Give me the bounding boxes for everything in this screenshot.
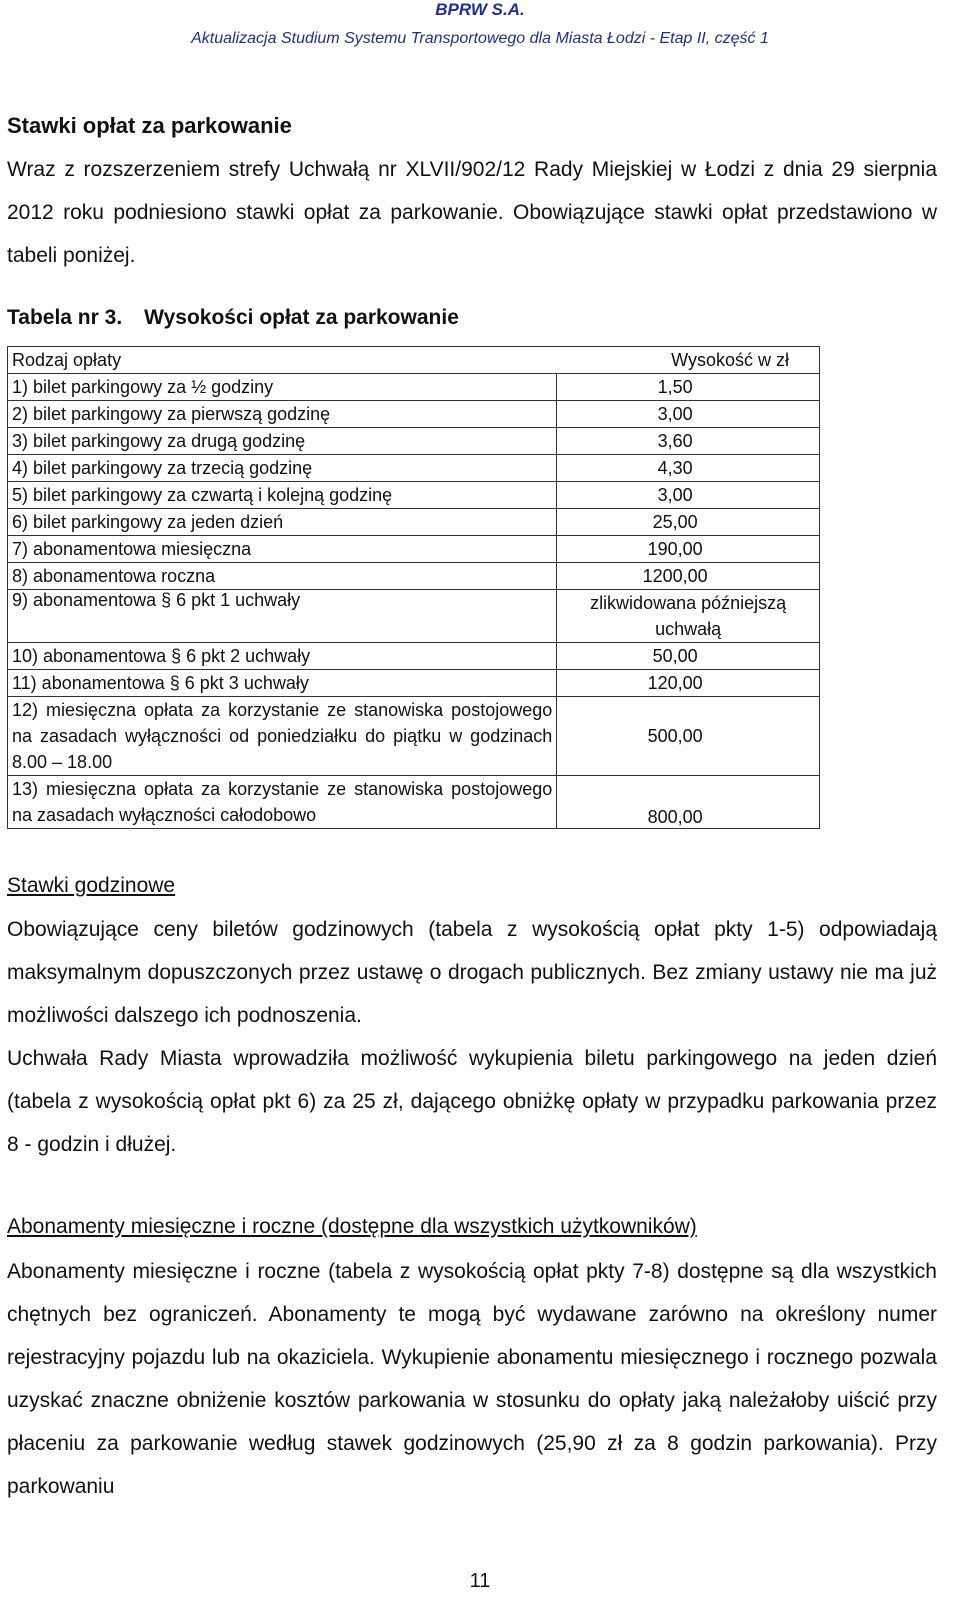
fee-name: 10) abonamentowa § 6 pkt 2 uchwały (8, 643, 557, 670)
fee-value: 4,30 (557, 455, 820, 482)
fee-name: 7) abonamentowa miesięczna (8, 536, 557, 563)
fee-value: 50,00 (557, 643, 820, 670)
table-row (8, 563, 820, 590)
table-row (8, 509, 820, 536)
hourly-rates-text (7, 908, 937, 1166)
intro-paragraph: Wraz z rozszerzeniem strefy Uchwałą nr XLVII/902/12 Rady Miejskiej w Łodzi z dnia 29 sierpnia 2012 roku podniesiono stawki opłat za parkowanie. Obowiązujące stawki opłat przedstawiono w tabeli poniżej. (7, 158, 937, 267)
fee-value: 190,00 (557, 536, 820, 563)
table-row (8, 536, 820, 563)
table-row (8, 643, 820, 670)
hourly-paragraph-1: Obowiązujące ceny biletów godzinowych (tabela z wysokością opłat pkty 1-5) odpowiadają maksymalnym dopuszczonych przez ustawę o drogach publicznych. Bez zmiany ustawy nie ma już możliwości dalszego ich podnoszenia. (7, 918, 937, 1027)
table-caption-label: Tabela nr 3. (7, 306, 123, 329)
table-row (8, 482, 820, 509)
fee-value: 120,00 (557, 670, 820, 697)
table-row (8, 697, 820, 776)
table-row (8, 670, 820, 697)
table-row (8, 590, 820, 643)
page-number: 11 (469, 1570, 491, 1592)
fee-name: 4) bilet parkingowy za trzecią godzinę (8, 455, 557, 482)
fee-value: 800,00 (557, 776, 820, 829)
fee-name: 11) abonamentowa § 6 pkt 3 uchwały (8, 670, 557, 697)
header-company: BPRW S.A. (435, 0, 525, 19)
table-row (8, 428, 820, 455)
fee-value: 3,00 (557, 482, 820, 509)
fee-value: 3,60 (557, 428, 820, 455)
fee-value: 3,00 (557, 401, 820, 428)
column-header-type: Rodzaj opłaty (8, 347, 557, 374)
fee-value: 1200,00 (557, 563, 820, 590)
fee-value: zlikwidowana późniejszą uchwałą (557, 590, 820, 643)
fee-name: 5) bilet parkingowy za czwartą i kolejną godzinę (8, 482, 557, 509)
fee-name: 6) bilet parkingowy za jeden dzień (8, 509, 557, 536)
table-header-row (8, 347, 820, 374)
subscriptions-paragraph: Abonamenty miesięczne i roczne (tabela z wysokością opłat pkty 7-8) dostępne są dla wszystkich chętnych bez ograniczeń. Abonamenty te mogą być wydawane zarówno na określony numer rejestracyjny pojazdu lub na okaziciela. Wykupienie abonamentu miesięcznego i rocznego pozwala uzyskać znaczne obniżenie kosztów parkowania w stosunku do opłaty jaką należałoby uiścić przy płaceniu za parkowanie według stawek godzinowych (25,90 zł za 8 godzin parkowania). Przy parkowaniu (7, 1260, 937, 1498)
fee-value: 1,50 (557, 374, 820, 401)
fee-name: 9) abonamentowa § 6 pkt 1 uchwały (8, 590, 557, 643)
table-row (8, 455, 820, 482)
parking-fees-table (7, 346, 820, 829)
header-subtitle: Aktualizacja Studium Systemu Transportowego dla Miasta Łodzi - Etap II, część 1 (191, 30, 769, 47)
fee-name: 12) miesięczna opłata za korzystanie ze stanowiska postojowego na zasadach wyłączności od poniedziałku do piątku w godzinach 8.00 – 18.00 (8, 697, 557, 776)
table-row (8, 374, 820, 401)
table-caption-title: Wysokości opłat za parkowanie (144, 306, 459, 329)
fee-name: 3) bilet parkingowy za drugą godzinę (8, 428, 557, 455)
table-caption (7, 306, 459, 330)
fee-name: 1) bilet parkingowy za ½ godziny (8, 374, 557, 401)
fee-name: 13) miesięczna opłata za korzystanie ze stanowiska postojowego na zasadach wyłączności całodobowo (8, 776, 557, 829)
fee-value: 25,00 (557, 509, 820, 536)
table-row (8, 401, 820, 428)
column-header-amount: Wysokość w zł (557, 347, 820, 374)
fee-name: 2) bilet parkingowy za pierwszą godzinę (8, 401, 557, 428)
table-row (8, 776, 820, 829)
fee-value: 500,00 (557, 697, 820, 776)
section-title: Stawki opłat za parkowanie (7, 113, 292, 138)
subscriptions-heading: Abonamenty miesięczne i roczne (dostępne dla wszystkich użytkowników) (7, 1215, 697, 1238)
fee-name: 8) abonamentowa roczna (8, 563, 557, 590)
hourly-paragraph-2: Uchwała Rady Miasta wprowadziła możliwość wykupienia biletu parkingowego na jeden dzień (tabela z wysokością opłat pkt 6) za 25 zł, dającego obniżkę opłaty w przypadku parkowania przez 8 - godzin i dłużej. (7, 1047, 937, 1156)
hourly-rates-heading: Stawki godzinowe (7, 874, 176, 897)
